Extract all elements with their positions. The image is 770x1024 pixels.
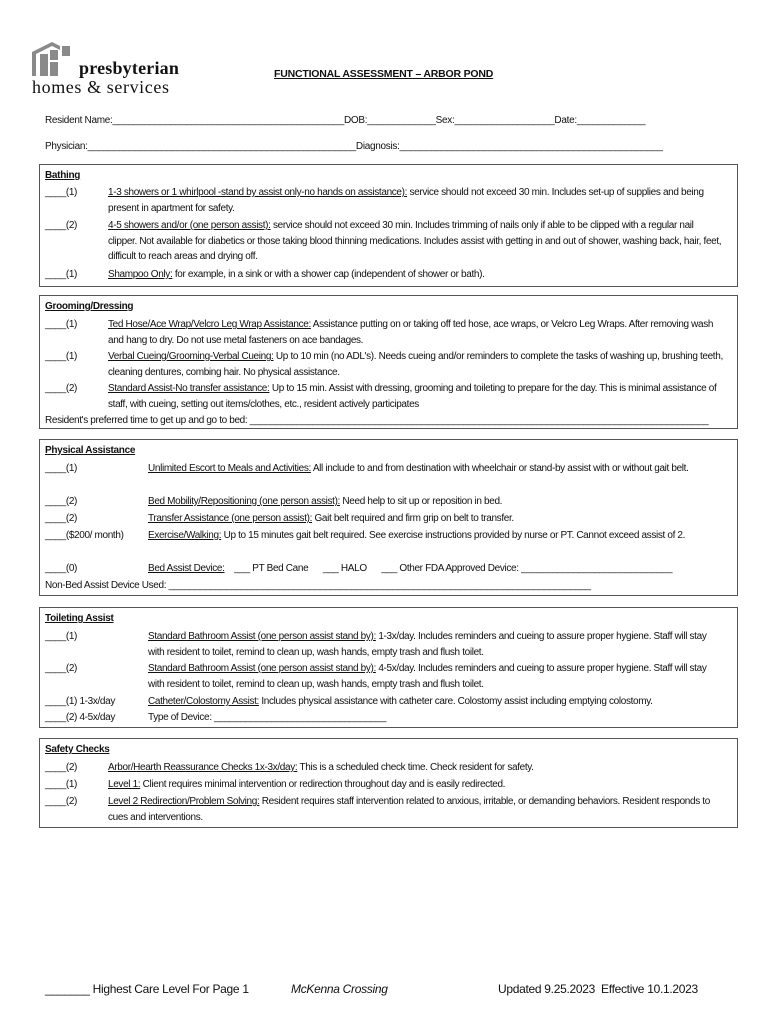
physical-title: Physical Assistance	[45, 445, 136, 456]
item-label: Level 2 Redirection/Problem Solving:	[108, 796, 260, 807]
item-code[interactable]: ____(1) 1-3x/day	[45, 696, 116, 707]
item-label: Bed Mobility/Repositioning (one person assist):	[148, 496, 340, 507]
grooming-title: Grooming/Dressing	[45, 301, 134, 312]
item-text: service should not exceed 30 min. Includes trimming of nails only if able to be clipped with a regular nail clipper. Not available for diabetics or those taking blood thinning medications. Includes assist with getting in and out of shower, washing back, hair, feet, difficult to reach areas and drying off.	[108, 220, 722, 262]
bathing-title: Bathing	[45, 170, 81, 181]
toileting-item	[45, 710, 725, 726]
grooming-section	[39, 295, 738, 429]
item-label: Exercise/Walking:	[148, 530, 222, 541]
bathing-item	[45, 267, 725, 283]
item-label: 1-3 showers or 1 whirlpool -stand by assist only-no hands on assistance):	[108, 187, 408, 198]
item-code[interactable]: ____(2)	[45, 496, 78, 507]
preferred-time-line[interactable]: Resident's preferred time to get up and go to bed: ________________________________________________________________________________________	[45, 415, 709, 426]
resident-info-line[interactable]: Resident Name:____________________________________________DOB:_____________Sex:___________________Date:_____________	[45, 115, 646, 126]
item-text: Up to 15 min. Assist with dressing, grooming and toileting to prepare for the day. This is minimal assistance of staff, with cueing, setting out items/clothes, etc., resident actively participates	[108, 383, 717, 410]
item-code[interactable]: ____(2)	[45, 796, 78, 807]
grooming-item	[45, 349, 725, 381]
item-code[interactable]: ____(1)	[45, 319, 78, 330]
item-code[interactable]: ____($200/ month)	[45, 530, 124, 541]
safety-item	[45, 777, 725, 793]
safety-section	[39, 738, 738, 828]
safety-item	[45, 794, 725, 826]
item-code[interactable]: ____(2)	[45, 383, 78, 394]
item-text: All include to and from destination with wheelchair or stand-by assist with or without gait belt.	[310, 463, 689, 474]
item-text: Gait belt required and firm grip on belt to transfer.	[312, 513, 514, 524]
logo-text-top: presbyterian	[79, 58, 180, 78]
item-label: Standard Bathroom Assist (one person assist stand by):	[148, 631, 376, 642]
item-text: for example, in a sink or with a shower cap (independent of shower or bath).	[172, 269, 485, 280]
item-code[interactable]: ____(1)	[45, 187, 78, 198]
non-bed-device-line[interactable]: Non-Bed Assist Device Used: _________________________________________________________________________________	[45, 580, 591, 591]
grooming-item	[45, 317, 725, 349]
toileting-section	[39, 607, 738, 728]
item-text: Need help to sit up or reposition in bed.	[340, 496, 503, 507]
item-text: Up to 15 minutes gait belt required. See exercise instructions provided by nurse or PT. Cannot exceed assist of 2.	[221, 530, 686, 541]
physical-item	[45, 528, 725, 560]
item-label: Arbor/Hearth Reassurance Checks 1x-3x/day:	[108, 762, 298, 773]
toileting-item	[45, 661, 725, 693]
item-label: Ted Hose/Ace Wrap/Velcro Leg Wrap Assistance:	[108, 319, 311, 330]
item-code[interactable]: ____(1)	[45, 351, 78, 362]
safety-title: Safety Checks	[45, 744, 110, 755]
item-label: Catheter/Colostomy Assist:	[148, 696, 259, 707]
item-code[interactable]: ____(1)	[45, 463, 78, 474]
item-code[interactable]: ____(2)	[45, 663, 78, 674]
grooming-item	[45, 381, 725, 413]
item-code[interactable]: ____(2) 4-5x/day	[45, 712, 116, 723]
item-label: Shampoo Only:	[108, 269, 173, 280]
physical-section	[39, 439, 738, 596]
item-text: service should not exceed 30 min. Includes set-up of supplies and being present in apartment for safety.	[108, 187, 704, 214]
toileting-item	[45, 694, 725, 710]
item-text[interactable]: Type of Device: _________________________________	[148, 712, 387, 723]
footer-care-level[interactable]: _______ Highest Care Level For Page 1	[45, 982, 249, 996]
toileting-item	[45, 629, 725, 661]
item-label: Level 1:	[108, 779, 141, 790]
bathing-item	[45, 185, 725, 217]
item-code[interactable]: ____(0)	[45, 563, 78, 574]
logo-mark-icon	[32, 40, 78, 76]
item-label: 4-5 showers and/or (one person assist):	[108, 220, 271, 231]
item-text: 1-3x/day. Includes reminders and cueing to assure proper hygiene. Staff will stay with resident to toilet, remind to clean up, wash hands, empty trash and flush toilet.	[148, 631, 707, 658]
bathing-section	[39, 164, 738, 287]
item-text: Includes physical assistance with catheter care. Colostomy assist including emptying colostomy.	[258, 696, 653, 707]
item-label: Standard Bathroom Assist (one person assist stand by):	[148, 663, 376, 674]
page-title: FUNCTIONAL ASSESSMENT – ARBOR POND	[274, 68, 494, 80]
item-text: This is a scheduled check time. Check resident for safety.	[297, 762, 534, 773]
footer-location: McKenna Crossing	[291, 982, 388, 996]
bathing-item	[45, 218, 725, 268]
footer-updated: Updated 9.25.2023 Effective 10.1.2023	[498, 982, 698, 996]
item-text: 4-5x/day. Includes reminders and cueing to assure proper hygiene. Staff will stay with resident to toilet, remind to clean up, wash hands, empty trash and flush toilet.	[148, 663, 707, 690]
item-text: Assistance putting on or taking off ted hose, ace wraps, or Velcro Leg Wraps. After removing wash and hang to dry. Do not use metal fasteners on ace bandages.	[108, 319, 714, 346]
item-code[interactable]: ____(2)	[45, 513, 78, 524]
item-code[interactable]: ____(2)	[45, 220, 78, 231]
item-code[interactable]: ____(1)	[45, 779, 78, 790]
item-label: Bed Assist Device:	[148, 563, 225, 574]
item-text: Up to 10 min (no ADL's). Needs cueing and/or reminders to complete the tasks of washing up, brushing teeth, cleaning dentures, combing hair. No physical assistance.	[108, 351, 723, 378]
item-text: Resident requires staff intervention related to anxious, irritable, or demanding behaviors. Resident responds to cues and interventions.	[108, 796, 710, 823]
item-label: Verbal Cueing/Grooming-Verbal Cueing:	[108, 351, 274, 362]
safety-item	[45, 760, 725, 776]
physical-item	[45, 561, 725, 577]
item-code[interactable]: ____(1)	[45, 631, 78, 642]
physician-info-line[interactable]: Physician:___________________________________________________Diagnosis:__________________________________________________	[45, 141, 663, 152]
physical-item	[45, 511, 725, 527]
logo-text-bottom: homes & services	[32, 77, 170, 97]
item-label: Transfer Assistance (one person assist):	[148, 513, 313, 524]
physical-item	[45, 461, 725, 493]
item-label: Unlimited Escort to Meals and Activities:	[148, 463, 311, 474]
item-code[interactable]: ____(1)	[45, 269, 78, 280]
item-label: Standard Assist-No transfer assistance:	[108, 383, 270, 394]
item-code[interactable]: ____(2)	[45, 762, 78, 773]
logo	[32, 40, 180, 97]
physical-item	[45, 494, 725, 510]
item-text[interactable]: ___ PT Bed Cane ___ HALO ___ Other FDA Approved Device: _____________________________	[224, 563, 673, 574]
item-text: Client requires minimal intervention or redirection throughout day and is easily redirected.	[140, 779, 506, 790]
toileting-title: Toileting Assist	[45, 613, 114, 624]
